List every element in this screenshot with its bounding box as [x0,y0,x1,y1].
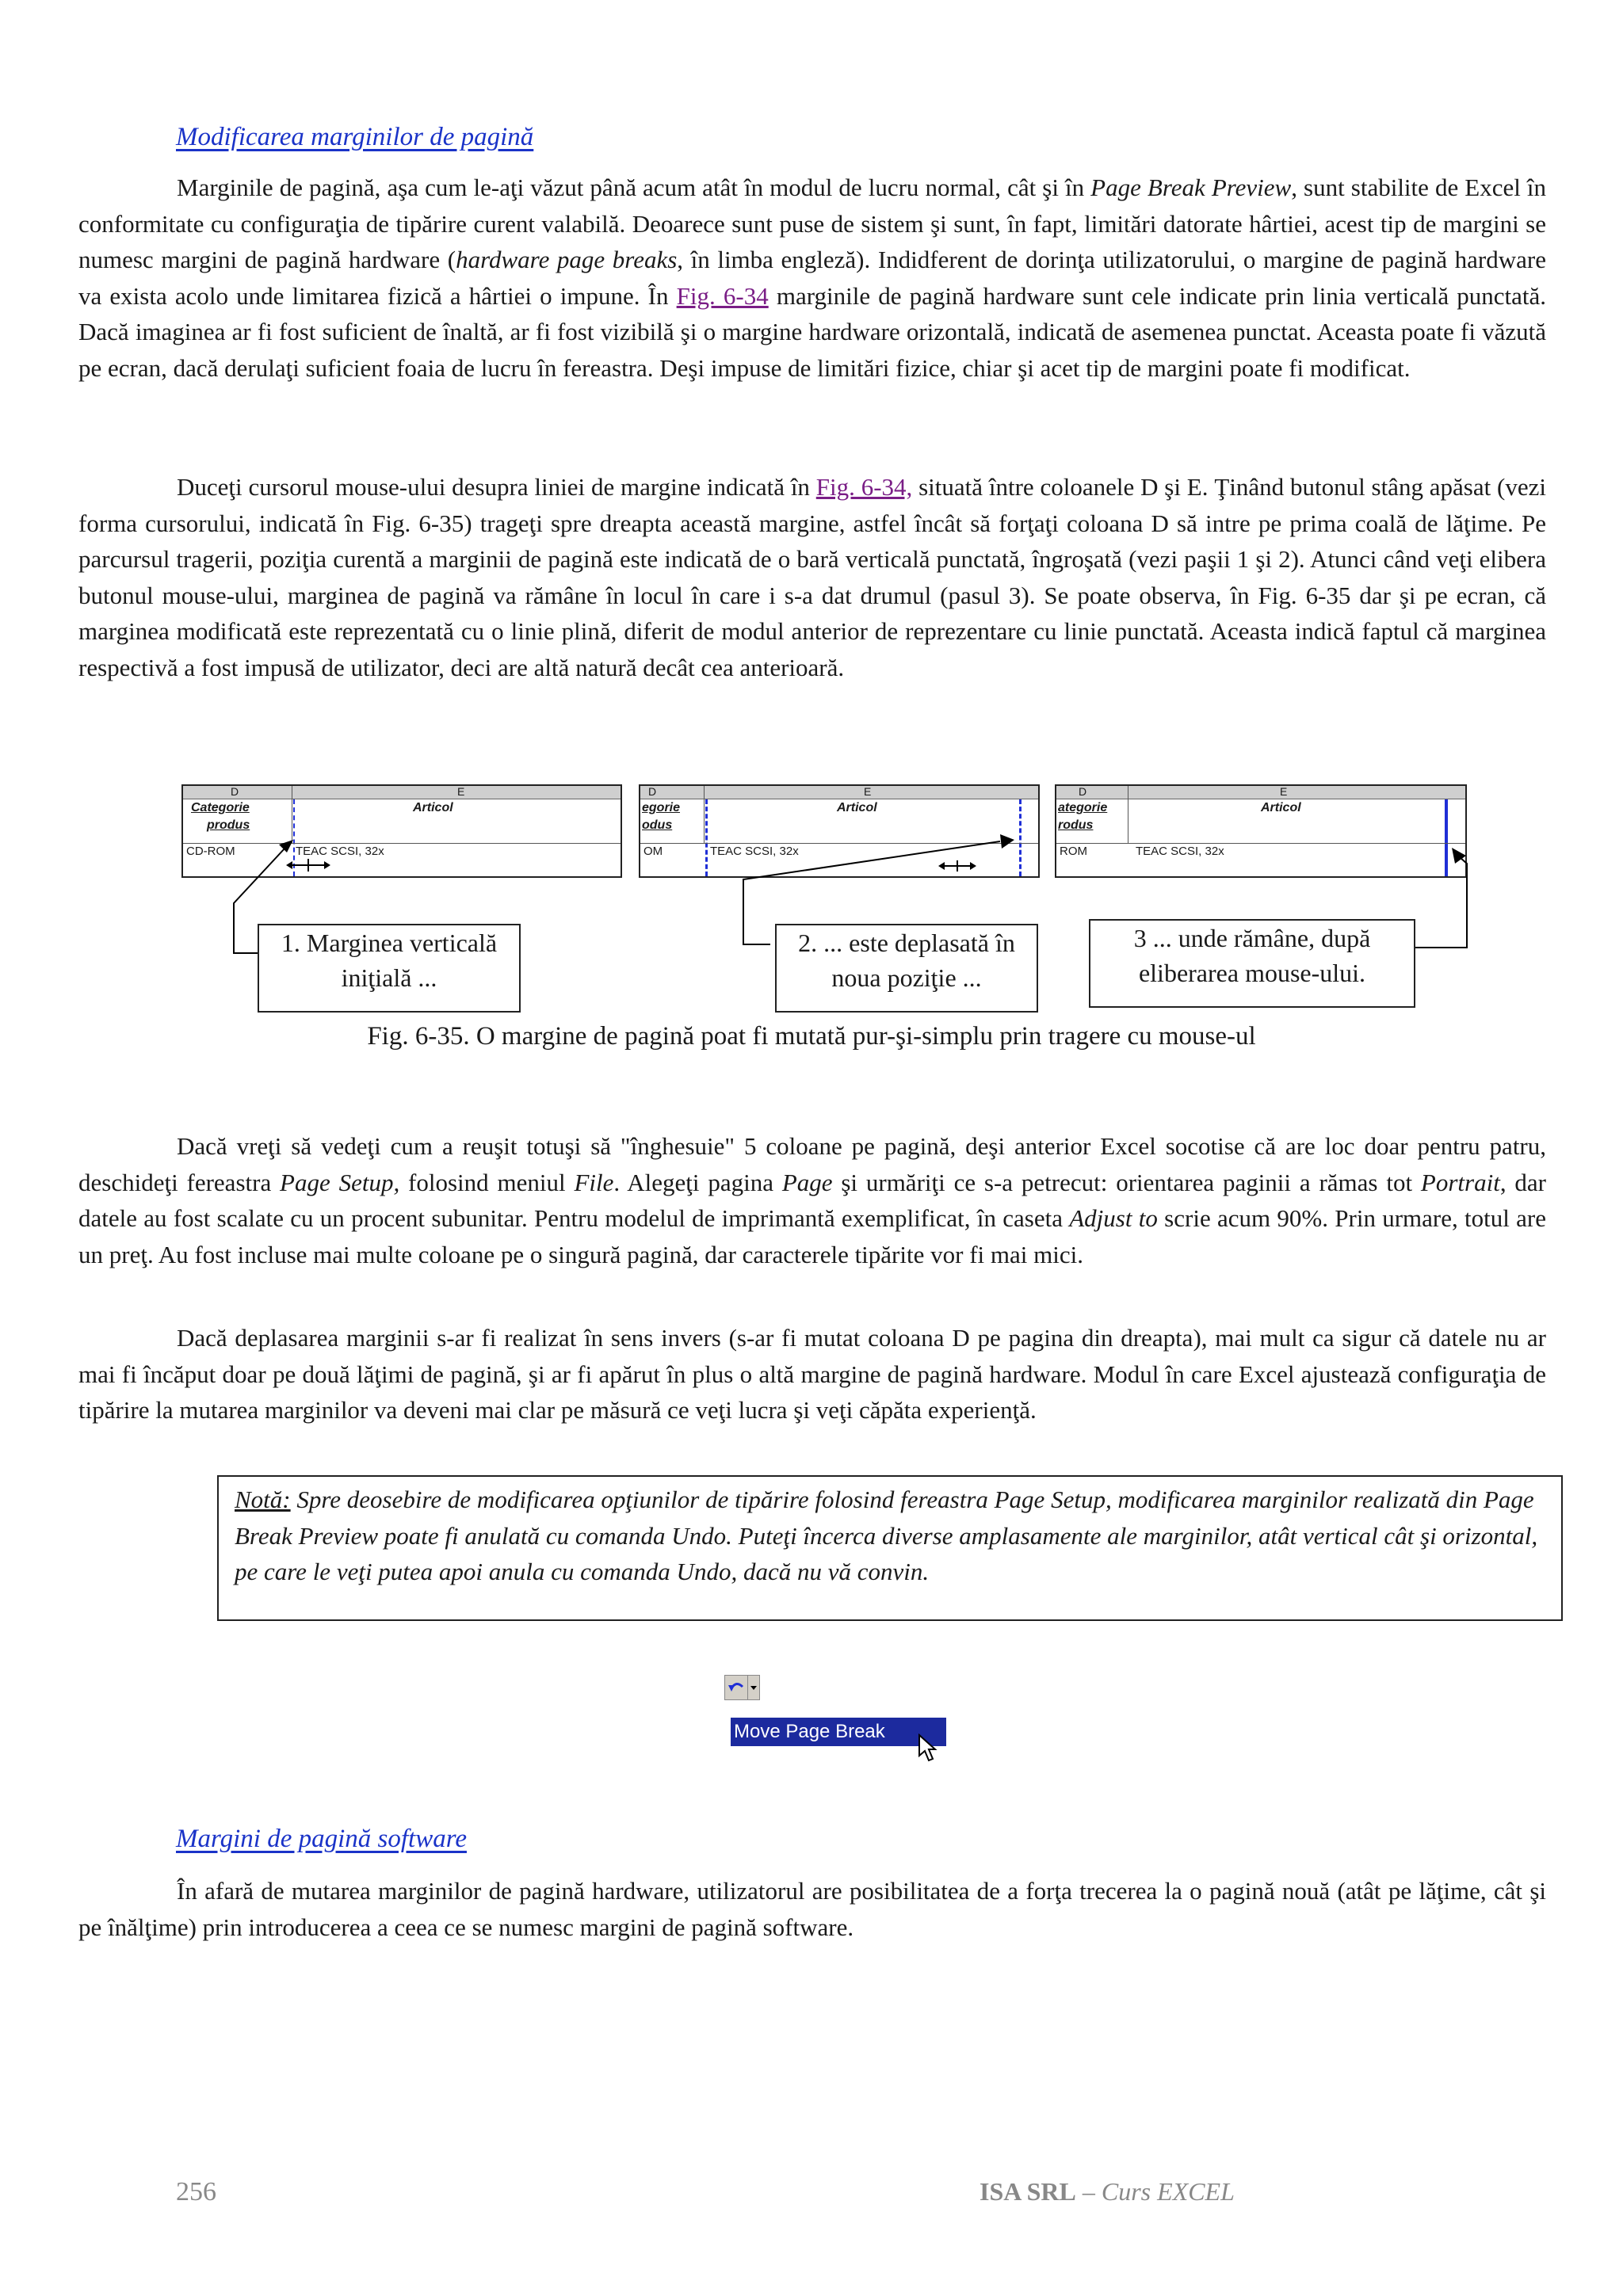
undo-menu-item[interactable]: Move Page Break [731,1718,946,1746]
screenshot-step-3: D E ategorie rodus Articol ROM TEAC SCSI, 32x [1055,784,1467,878]
mouse-pointer-icon [918,1733,938,1765]
undo-dropdown-button[interactable] [747,1675,760,1700]
note-box [217,1475,1563,1621]
callout-step-2: 2. ... este deplasată în noua poziţie ... [775,924,1038,1013]
paragraph-3: Dacă vreţi să vedeţi cum a reuşit totuşi să "înghesuie" 5 coloane pe pagină, deşi anterior Excel socotise că are loc doar pentru patru, deschideţi fereastra Page Setup, folosind meniul File. Alegeţi pagina Page şi urmăriţi ce s-a petrecut: orientarea paginii a rămas tot Portrait, dar datele au fost scalate cu un procent subunitar. Pentru modelul de imprimantă exemplificat, în caseta Adjust to scrie acum 90%. Prin urmare, totul are un preţ. Au fost incluse mai multe coloane pe o singură pagină, dar caracterele tipărite vor fi mai mici. [78,1132,1547,1268]
callout-step-3: 3 ... unde rămâne, după eliberarea mouse-ului. [1089,919,1415,1008]
paragraph-5: În afară de mutarea marginilor de pagină hardware, utilizatorul are posibilitatea de a forţa trecerea la o pagină nouă (atât pe lăţime, cât şi pe înălţime) prin introducerea a ceea ce se numesc margini de pagină software. [78,1877,1546,1941]
paragraph-1: Marginile de pagină, aşa cum le-aţi văzut până acum atât în modul de lucru normal, cât şi în Page Break Preview, sunt stabilite de Excel în conformitate cu configuraţia de tipărire curent valabilă. Deoarece sunt puse de sistem şi sunt, în fapt, limitări datorate hârtiei, acest tip de margini se numesc margini de pagină hardware (hardware page breaks, în limba engleză). Indidferent de dorinţa utilizatorului, o margine de pagină hardware va exista acolo unde limitarea fizică a hârtiei o impune. În Fig. 6-34 marginile de pagină hardware sunt cele indicate prin linia verticală punctată. Dacă imaginea ar fi fost suficient de înaltă, ar fi fost vizibilă şi o margine hardware orizontală, indicată de asemenea punctat. Aceasta poate fi văzută pe ecran, dacă derulaţi suficient foaia de lucru în fereastra. Deşi impuse de limitări fizice, chiar şi acet tip de margini poate fi modificat. [78,174,1547,382]
fig-6-34-link[interactable]: Fig. 6-34 [676,281,769,310]
note-text: Spre deosebire de modificarea opţiunilor de tipărire folosind fereastra Page Setup, modificarea marginilor realizată din Page Break Preview poate fi anulată cu comanda Undo. Puteţi încerca diverse amplasamente ale marginilor, atât vertical cât şi orizontal, pe care le veţi putea apoi anula cu comanda Undo, dacă nu vă convin. [235,1486,1538,1585]
note-label: Notă: [235,1486,291,1513]
undo-icon [725,1676,747,1699]
fig-6-34-link-2[interactable]: Fig. 6-34, [815,473,913,501]
figure-caption: Fig. 6-35. O margine de pagină poat fi mutată pur-şi-simplu prin tragere cu mouse-ul [367,1022,1256,1051]
callout-connectors [0,0,1623,1030]
callout-step-1: 1. Marginea verticală iniţială ... [258,924,521,1013]
column-header-e: E [457,785,465,798]
chevron-down-icon [748,1676,759,1699]
page-number: 256 [176,2177,216,2206]
column-header-d: D [231,785,239,798]
screenshot-step-2: D E egorie odus Articol OM TEAC SCSI, 32x [639,784,1040,878]
section-heading-software: Margini de pagină software [176,1825,467,1853]
undo-button[interactable] [724,1675,748,1700]
paragraph-2: Duceţi cursorul mouse-ului desupra liniei de margine indicată în Fig. 6-34, situată între coloanele D şi E. Ţinând butonul stâng apăsat (vezi forma cursorului, indicată în Fig. 6-35) trageţi spre dreapta această margine, astfel încât să forţaţi coloana D să intre pe prima coală de lăţime. Pe parcursul tragerii, poziţia curentă a marginii de pagină este indicată de o bară verticală punctată, îngroşată (vezi paşii 1 şi 2). Atunci când veţi elibera butonul mouse-ului, marginea de pagină va rămâne în locul în care i s-a dat drumul (pasul 3). Se poate observa, în Fig. 6-35 dar şi pe ecran, că marginea modificată este reprezentată cu o linie plină, diferit de modul anterior de reprezentare cu linie punctată. Aceasta indică faptul că marginea respectivă a fost impusă de utilizator, deci are altă natură decât cea anterioară. [78,473,1547,681]
paragraph-4: Dacă deplasarea marginii s-ar fi realizat în sens invers (s-ar fi mutat coloana D pe pagina din dreapta), mai mult ca sigur că datele nu ar mai fi încăput doar pe două lăţimi de pagină, şi ar fi apărut în plus o altă margine de pagină hardware. Modul în care Excel ajustează configuraţia de tipărire la mutarea marginilor va deveni mai clar pe măsură ce veţi lucra şi veţi căpăta experienţă. [78,1324,1546,1425]
footer-title: ISA SRL – Curs EXCEL [980,2177,1235,2206]
section-heading-margins: Modificarea marginilor de pagină [176,123,534,151]
screenshot-step-1: D E Categorie produs Articol CD-ROM TEAC SCSI, 32x [181,784,622,878]
